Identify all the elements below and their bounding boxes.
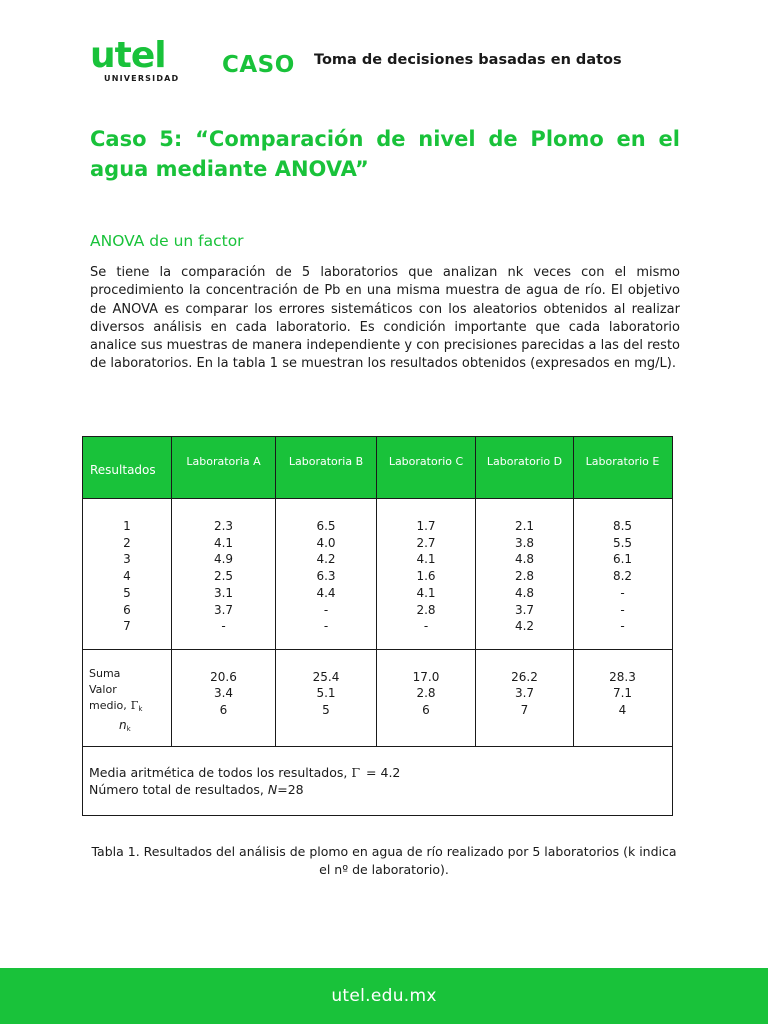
lab-c-summary-cell xyxy=(377,650,476,746)
lab-a-summary: 20.6 3.4 6 xyxy=(210,670,237,717)
intro-paragraph: Se tiene la comparación de 5 laboratorios que analizan nk veces con el mismo procedimiento la concentración de Pb en una misma muestra de agua de río. El objetivo de ANOVA es comparar los errores sistemáticos con los aleatorios obtenidos al realizar diversos análisis en cada laboratorio. Es condición importante que cada laboratorio analice sus muestras de manera independiente y con precisiones parecidas a las del resto de laboratorios. En la tabla 1 se muestran los resultados obtenidos (expresados en mg/L). xyxy=(90,265,680,372)
table-results-row xyxy=(83,498,672,649)
label-valor: Valor xyxy=(89,683,117,696)
n-subscript: k xyxy=(126,725,131,733)
result-index-cell xyxy=(83,499,172,649)
lab-a-results-cell xyxy=(172,499,276,649)
total-results-value: =28 xyxy=(277,782,304,797)
section-subtitle: ANOVA de un factor xyxy=(90,232,244,250)
mean-subscript: k xyxy=(138,705,143,713)
lab-c-results-cell xyxy=(377,499,476,649)
lab-b-summary: 25.4 5.1 5 xyxy=(312,670,340,717)
lab-b-results-cell xyxy=(276,499,377,649)
caso-label: CASO xyxy=(222,52,295,78)
lab-a-results: 2.3 4.1 4.9 2.5 3.1 3.7 - xyxy=(213,519,234,634)
header-cell-resultados: Resultados xyxy=(83,437,172,498)
lab-b-results: 6.5 4.0 4.2 6.3 4.4 - - xyxy=(316,519,336,634)
table-caption: Tabla 1. Resultados del análisis de plomo en agua de río realizado por 5 laboratorios (k indica el nº de laboratorio). xyxy=(91,844,677,877)
lab-c-results: 1.7 2.7 4.1 1.6 4.1 2.8 - xyxy=(416,519,436,634)
label-nk xyxy=(89,717,142,737)
page-header xyxy=(90,35,690,88)
summary-label xyxy=(89,666,142,737)
utel-logo xyxy=(90,35,202,86)
logo-wordmark: utel xyxy=(90,35,166,76)
table-footer-row xyxy=(83,746,672,815)
overall-mean-value: = 4.2 xyxy=(366,765,401,780)
label-suma: Suma xyxy=(89,667,121,680)
table-summary-row xyxy=(83,649,672,746)
lab-d-results-cell xyxy=(476,499,574,649)
table-header-row xyxy=(83,437,672,498)
lab-b-summary-cell xyxy=(276,650,377,746)
course-title: Toma de decisiones basadas en datos xyxy=(314,52,622,68)
lab-c-summary: 17.0 2.8 6 xyxy=(412,670,440,717)
footer-url[interactable]: utel.edu.mx xyxy=(331,986,437,1006)
lab-e-summary-cell xyxy=(574,650,671,746)
logo-subtext: UNIVERSIDAD xyxy=(104,74,180,83)
lab-d-results: 2.1 3.8 4.8 2.8 4.8 3.7 4.2 xyxy=(514,519,535,634)
lab-e-results-cell xyxy=(574,499,671,649)
total-results-var: N xyxy=(267,782,278,797)
summary-label-cell xyxy=(83,650,172,746)
lab-d-summary-cell xyxy=(476,650,574,746)
label-medio: medio, xyxy=(89,699,127,712)
lab-e-summary: 28.3 7.1 4 xyxy=(609,670,636,717)
results-table xyxy=(82,436,673,816)
header-cell-lab-d: Laboratorio D xyxy=(476,437,574,498)
header-cell-lab-c: Laboratorio C xyxy=(377,437,476,498)
overall-mean-label: Media aritmética de todos los resultados, xyxy=(89,765,348,780)
n-symbol: n xyxy=(119,718,127,732)
header-cell-lab-a: Laboratoria A xyxy=(172,437,276,498)
case-title: Caso 5: “Comparación de nivel de Plomo en el agua mediante ANOVA” xyxy=(90,127,680,181)
header-cell-lab-e: Laboratorio E xyxy=(585,455,660,468)
page-footer xyxy=(0,968,768,1024)
lab-a-summary-cell xyxy=(172,650,276,746)
total-results-label: Número total de resultados, xyxy=(89,782,264,797)
lab-d-summary: 26.2 3.7 7 xyxy=(511,670,538,717)
overall-mean-symbol: Γ xyxy=(351,765,361,780)
lab-e-results: 8.5 5.5 6.1 8.2 - - - xyxy=(612,519,633,634)
result-index-values: 1 2 3 4 5 6 7 xyxy=(123,519,131,634)
header-cell-lab-b: Laboratoria B xyxy=(276,437,377,498)
table-footer-text xyxy=(89,764,400,798)
mean-symbol: Γ xyxy=(130,699,139,712)
